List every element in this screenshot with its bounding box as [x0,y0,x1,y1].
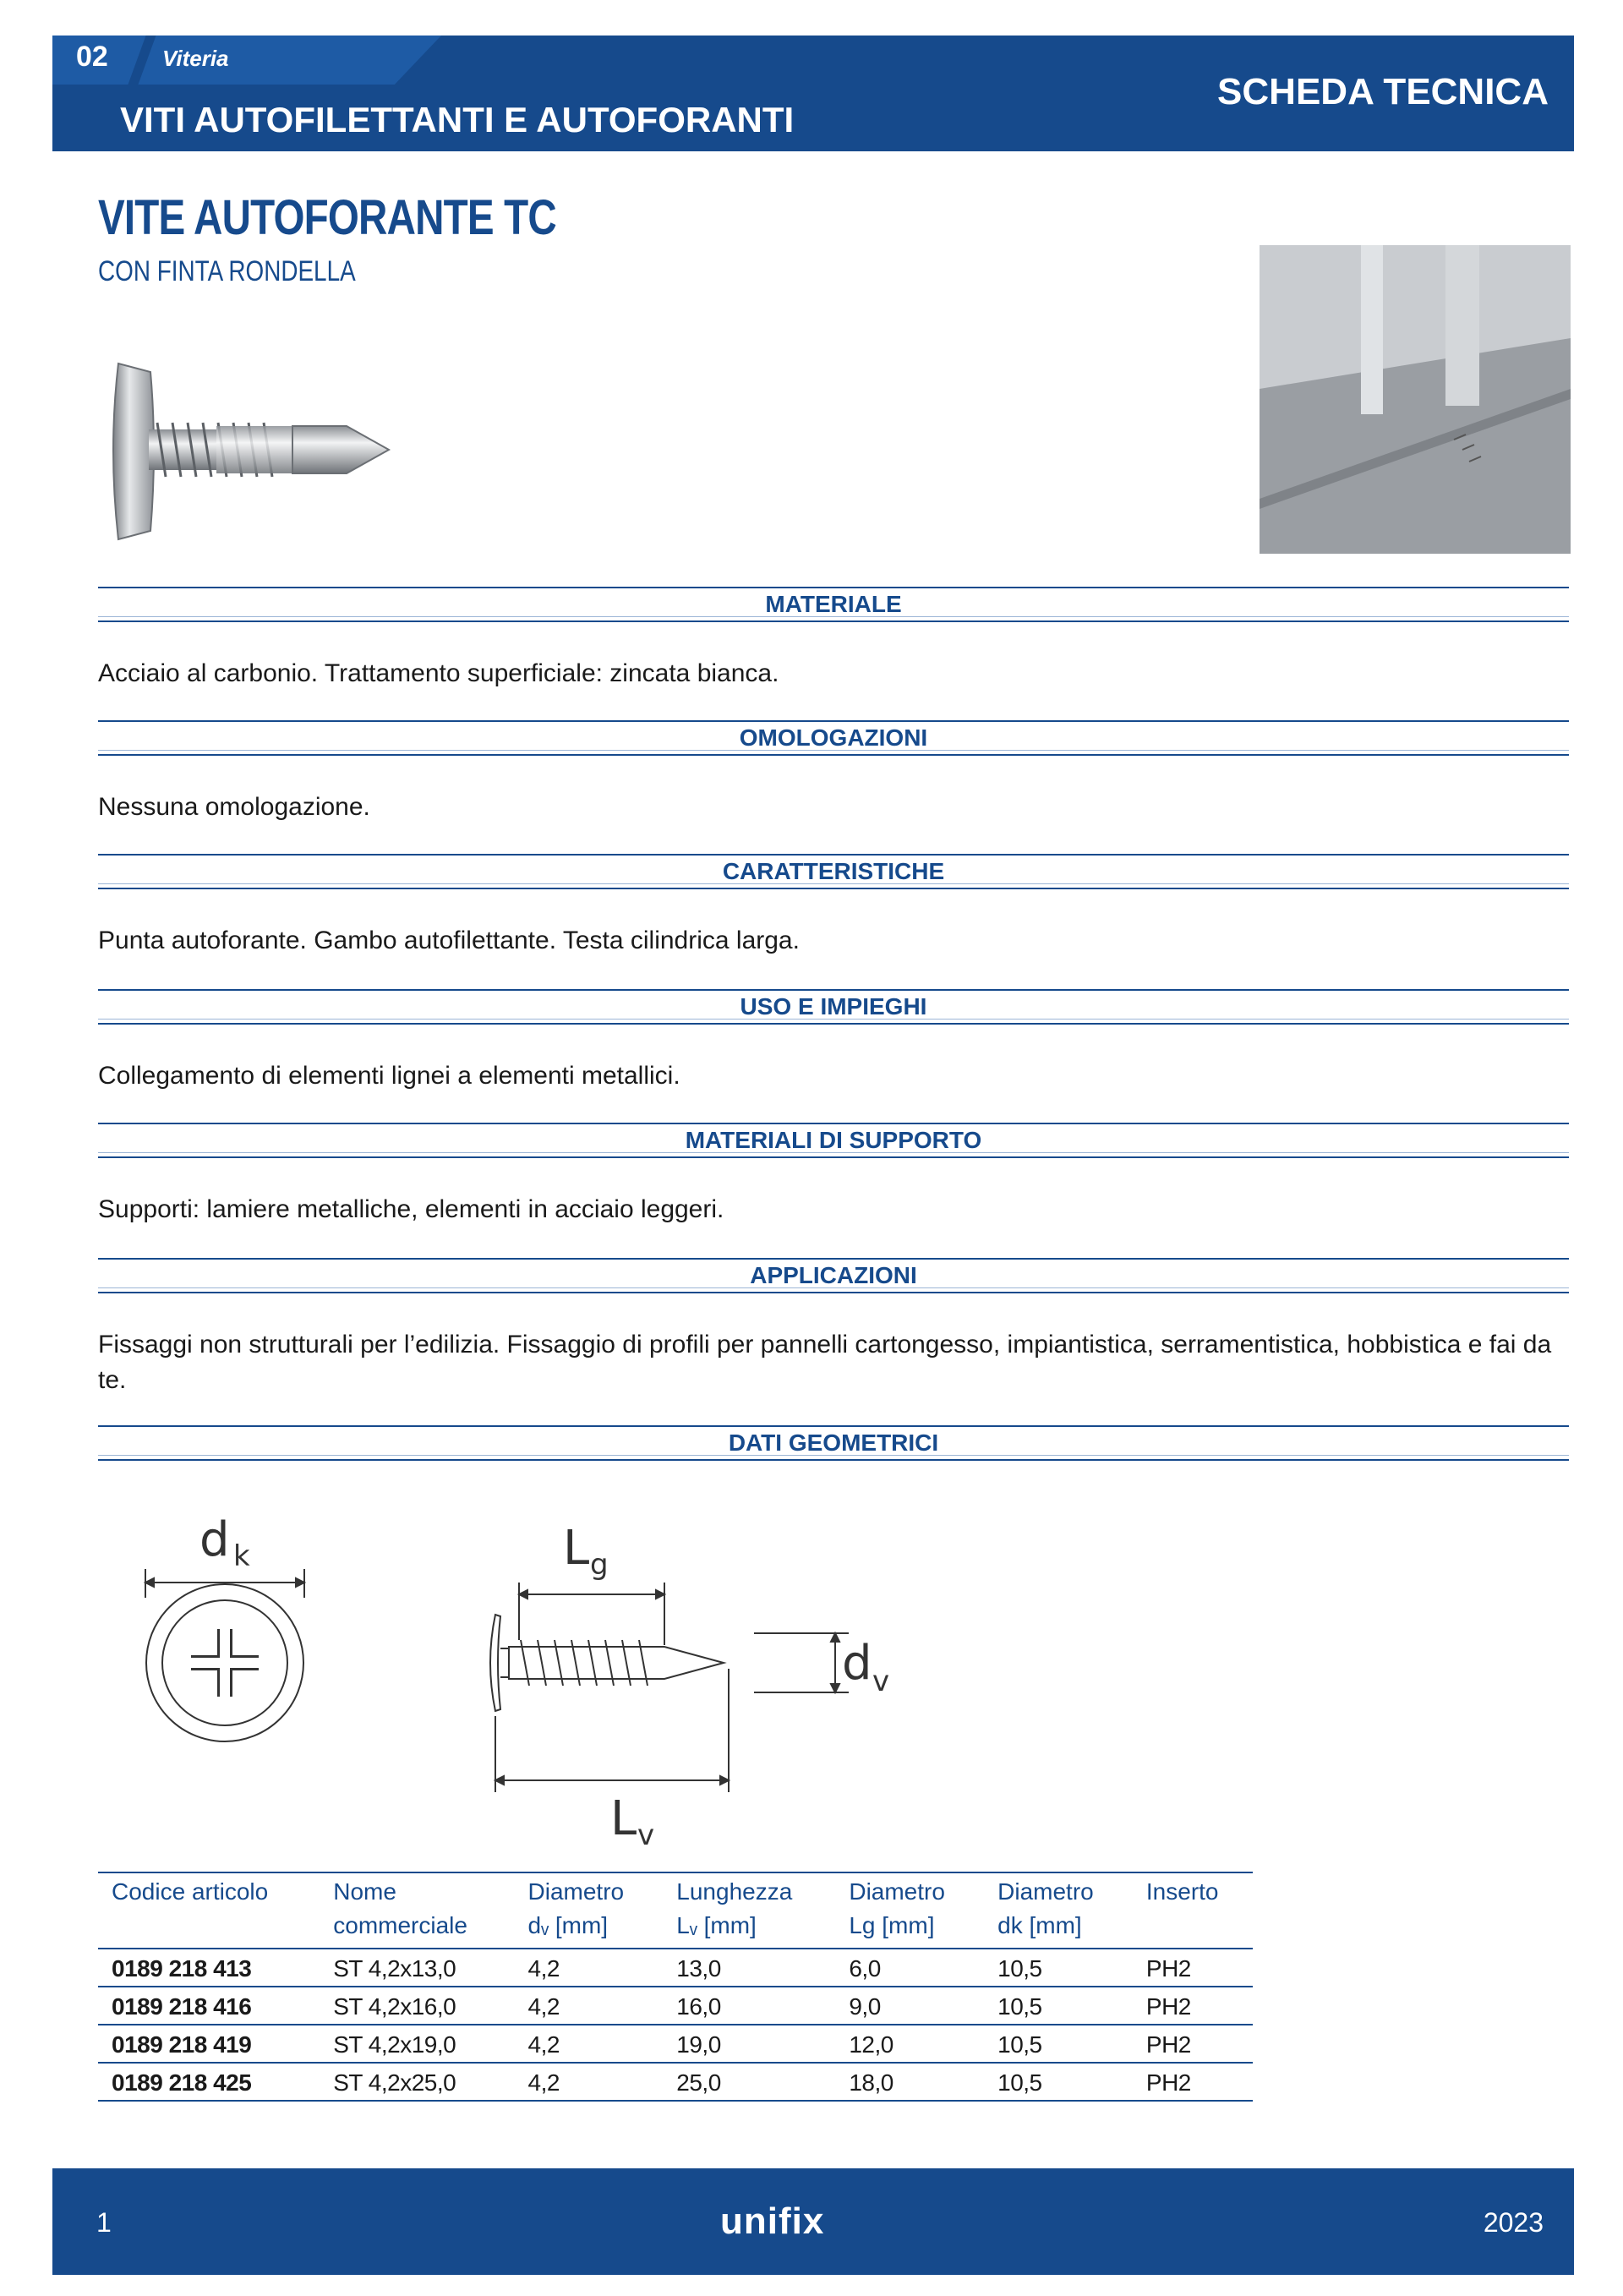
geometry-table [98,1872,1253,2102]
label-thread-length: L [563,1521,590,1576]
table-row [98,2063,1253,2101]
cell-lg: 9,0 [835,1987,984,2025]
section-caratteristiche [98,854,1569,959]
header-lunghezza: Lunghezza Lᵥ [mm] [663,1872,835,1949]
header-title: VITI AUTOFILETTANTI E AUTOFORANTI [120,100,795,139]
table-row [98,2025,1253,2063]
cell-lv: 16,0 [663,1987,835,2025]
cell-lg: 12,0 [835,2025,984,2063]
cell-codice: 0189 218 416 [98,1987,320,2025]
header-inserto: Inserto [1133,1872,1253,1949]
section-heading: CARATTERISTICHE [722,858,945,884]
cell-dk: 10,5 [984,2025,1133,2063]
section-body: Punta autoforante. Gambo autofilettante. Testa cilindrica larga. [98,927,800,954]
cell-inserto: PH2 [1133,1949,1253,1987]
chapter-strip [52,36,441,85]
cell-nome: ST 4,2x13,0 [320,1949,514,1987]
header-nome: Nome commerciale [320,1872,514,1949]
cell-dk: 10,5 [984,1949,1133,1987]
cell-dv: 4,2 [515,1987,664,2025]
section-heading: USO E IMPIEGHI [740,993,927,1020]
cell-inserto: PH2 [1133,2025,1253,2063]
page-footer [52,2168,1574,2275]
section-heading: DATI GEOMETRICI [728,1430,939,1456]
product-subtitle: CON FINTA RONDELLA [98,255,356,287]
label-thread-length-sub: g [590,1548,609,1582]
brand-logo: unifix [720,2200,825,2242]
section-dati-geometrici [98,1425,1569,1461]
table-row [98,1987,1253,2025]
table-header-row [98,1872,1253,1949]
section-applicazioni [98,1258,1569,1398]
geometry-diagram [98,1488,943,1851]
cell-codice: 0189 218 425 [98,2063,320,2101]
cell-dk: 10,5 [984,1987,1133,2025]
cell-lg: 6,0 [835,1949,984,1987]
footer-year: 2023 [1483,2207,1544,2238]
section-uso-impieghi [98,989,1569,1094]
cell-inserto: PH2 [1133,2063,1253,2101]
table-row [98,1949,1253,1987]
cell-dv: 4,2 [515,2025,664,2063]
section-heading: MATERIALE [765,591,902,617]
section-body: Acciaio al carbonio. Trattamento superficiale: zincata bianca. [98,659,779,687]
cell-dk: 10,5 [984,2063,1133,2101]
page-header [52,36,1574,151]
section-heading: MATERIALI DI SUPPORTO [685,1127,982,1153]
label-diameter: d [842,1636,872,1691]
section-body: Collegamento di elementi lignei a elementi metallici. [98,1062,680,1090]
chapter-number: 02 [76,41,108,73]
cell-lv: 19,0 [663,2025,835,2063]
section-omologazioni [98,720,1569,825]
cell-lv: 25,0 [663,2063,835,2101]
section-body: Nessuna omologazione. [98,793,370,821]
header-codice: Codice articolo [98,1872,320,1949]
cell-lv: 13,0 [663,1949,835,1987]
label-head-diameter-sub: k [233,1539,250,1573]
screw-photo [101,338,406,562]
cell-nome: ST 4,2x25,0 [320,2063,514,2101]
section-body: Supporti: lamiere metalliche, elementi in acciaio leggeri. [98,1195,724,1223]
label-head-diameter: d [199,1512,230,1567]
header-diametro-dk: Diametro dk [mm] [984,1872,1133,1949]
section-heading: APPLICAZIONI [750,1262,917,1288]
label-length-sub: v [637,1818,655,1851]
section-materiali-supporto [98,1123,1569,1227]
section-materiale [98,587,1569,692]
cell-codice: 0189 218 413 [98,1949,320,1987]
product-title: VITE AUTOFORANTE TC [98,190,556,245]
page-number: 1 [96,2207,112,2238]
header-diametro-dv: Diametro dᵥ [mm] [515,1872,664,1949]
cell-codice: 0189 218 419 [98,2025,320,2063]
cell-dv: 4,2 [515,1949,664,1987]
label-length: L [610,1791,637,1846]
cell-nome: ST 4,2x16,0 [320,1987,514,2025]
cell-inserto: PH2 [1133,1987,1253,2025]
doc-type-label: SCHEDA TECNICA [1217,71,1549,112]
cell-lg: 18,0 [835,2063,984,2101]
section-heading: OMOLOGAZIONI [739,724,928,751]
header-diametro-lg: Diametro Lg [mm] [835,1872,984,1949]
section-body: Fissaggi non strutturali per l’edilizia. Fissaggio di profili per pannelli cartongesso, impiantistica, serramentistica, hobbistica e fai da te. [98,1331,1552,1394]
chapter-name: Viteria [162,46,229,71]
application-photo [1260,245,1571,554]
label-diameter-sub: v [872,1665,890,1698]
cell-dv: 4,2 [515,2063,664,2101]
cell-nome: ST 4,2x19,0 [320,2025,514,2063]
